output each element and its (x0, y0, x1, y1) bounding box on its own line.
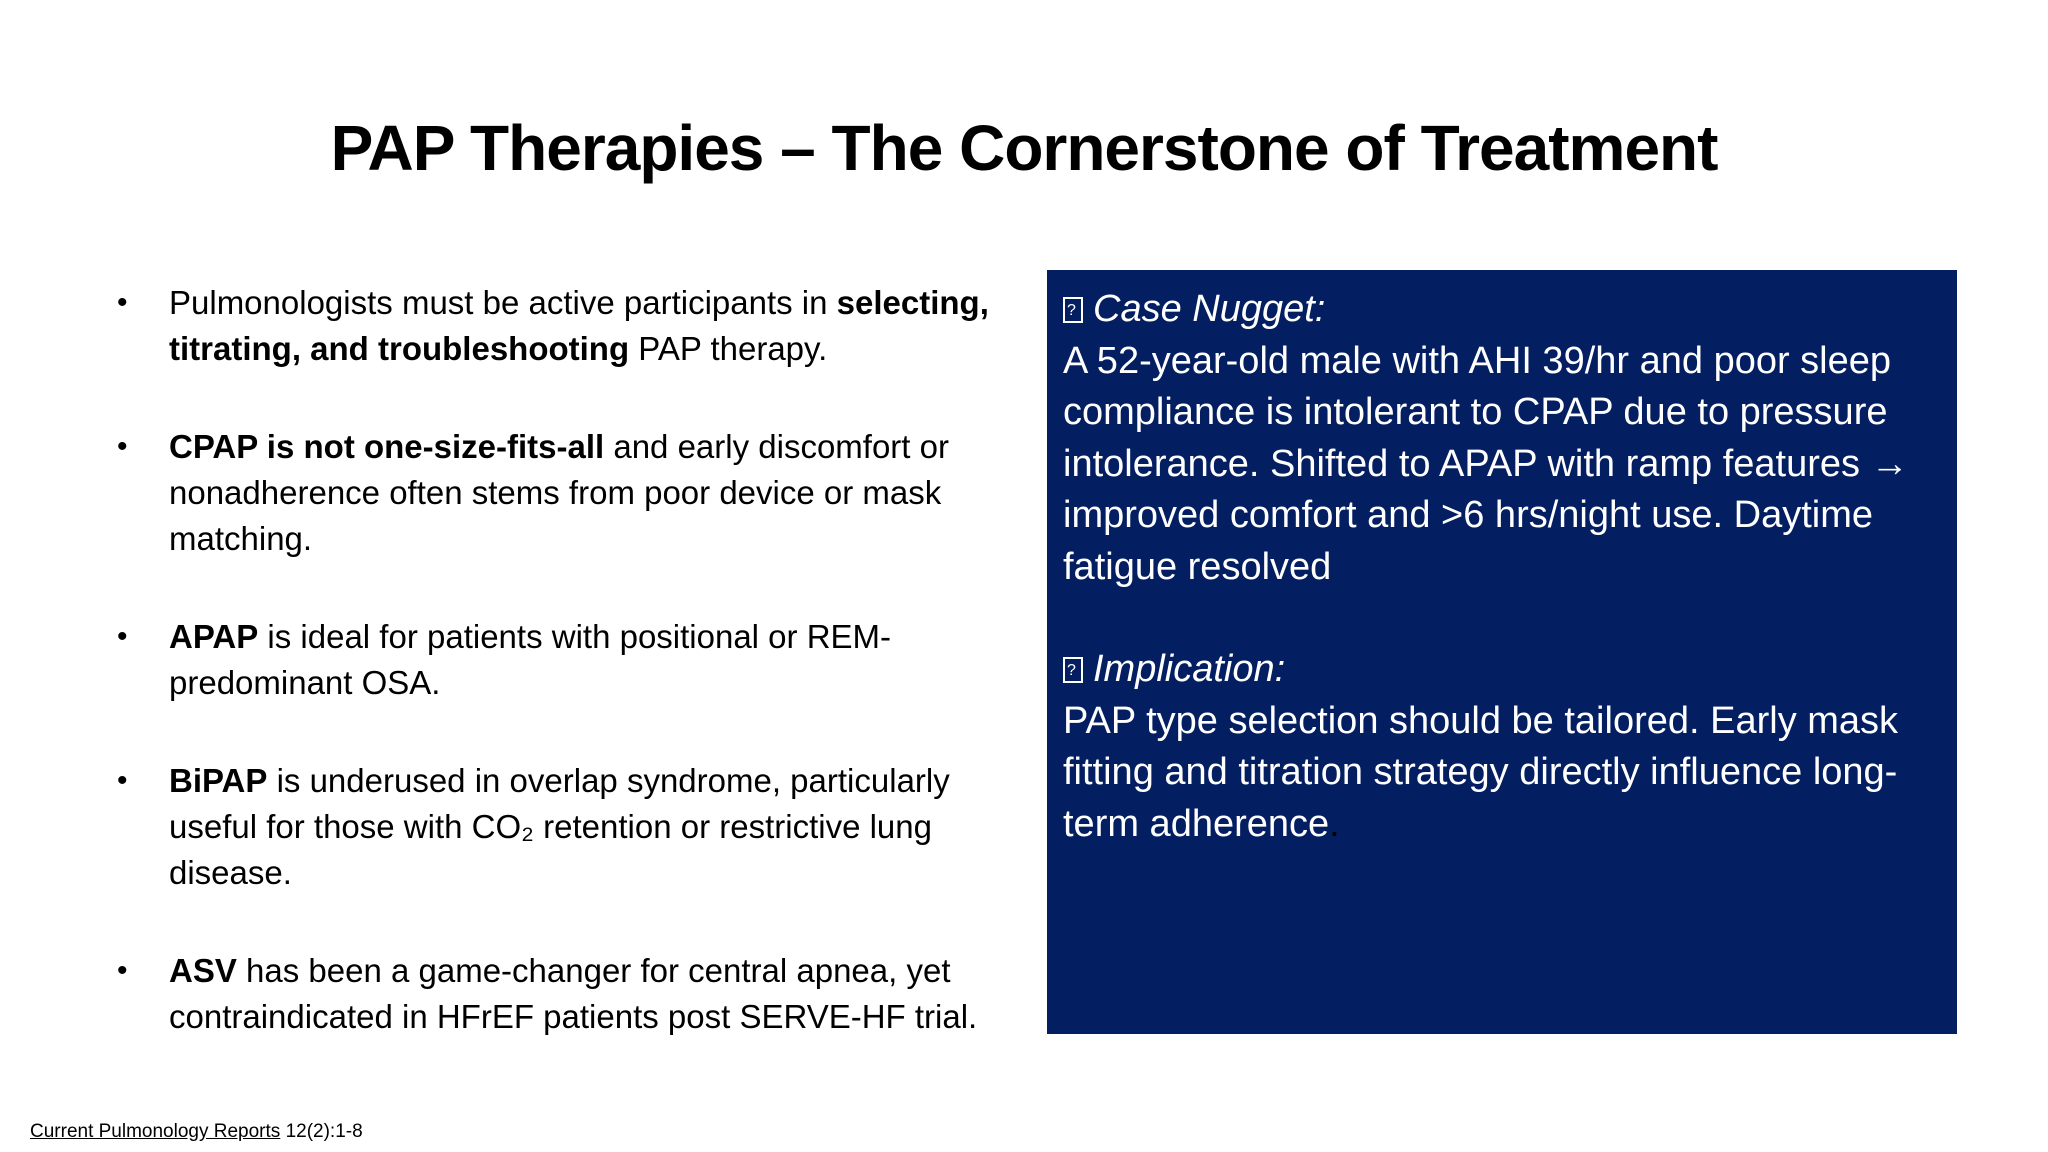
bullet-text: Pulmonologists must be active participants in (169, 284, 837, 321)
bullet-item (117, 280, 1017, 372)
bullet-text: has been a game-changer for central apnea, yet contraindicated in HFrEF patients post SERVE-HF trial. (169, 952, 978, 1035)
bullet-emphasis: CPAP is not one-size-fits-all (169, 428, 605, 465)
implication-heading-text: Implication: (1093, 648, 1286, 690)
case-nugget-text: A 52-year-old male with AHI 39/hr and poor sleep compliance is intolerant to CPAP due to pressure intolerance. Shifted to APAP with ramp features → improved comfort and >6 hrs/night use. Daytime fatigue resolved (1063, 339, 1909, 588)
bullet-emphasis: BiPAP (169, 762, 268, 799)
citation-journal-link[interactable]: Current Pulmonology Reports (30, 1121, 281, 1142)
bullet-item (117, 948, 1017, 1040)
bullet-text: PAP therapy. (629, 330, 828, 367)
implication-text (1063, 696, 1945, 851)
unknown-glyph-box-icon (1063, 297, 1083, 323)
implication-body: PAP type selection should be tailored. Early mask fitting and titration strategy directly influence long-term adherence (1063, 699, 1899, 845)
bullet-item (117, 614, 1017, 706)
implication-period: . (1329, 802, 1340, 845)
footer-citation (30, 1120, 363, 1144)
bullet-item (117, 424, 1017, 562)
bullet-icon: • (117, 764, 128, 797)
implication-heading (1063, 644, 1945, 696)
bullet-item (117, 758, 1017, 896)
box-spacer (1063, 593, 1945, 644)
slide-title: PAP Therapies – The Cornerstone of Treatment (330, 112, 1718, 184)
bullet-icon: • (117, 430, 128, 463)
bullet-list (117, 280, 1017, 1092)
bullet-text: is underused in overlap syndrome, particularly useful for those with CO₂ retention or restrictive lung disease. (169, 762, 950, 891)
bullet-text: is ideal for patients with positional or REM-predominant OSA. (169, 618, 892, 701)
case-nugget-heading (1063, 284, 1945, 336)
bullet-icon: • (117, 954, 128, 987)
case-nugget-box (1047, 270, 1957, 1034)
bullet-text: and early discomfort or nonadherence often stems from poor device or mask matching. (169, 428, 949, 557)
bullet-emphasis: selecting, titrating, and troubleshooting (169, 284, 989, 367)
unknown-glyph-box-icon (1063, 657, 1083, 683)
case-nugget-heading-text: Case Nugget: (1093, 288, 1326, 330)
bullet-emphasis: ASV (169, 952, 237, 989)
bullet-emphasis: APAP (169, 618, 259, 655)
bullet-icon: • (117, 286, 128, 319)
citation-reference: 12(2):1-8 (280, 1121, 363, 1142)
bullet-icon: • (117, 620, 128, 653)
